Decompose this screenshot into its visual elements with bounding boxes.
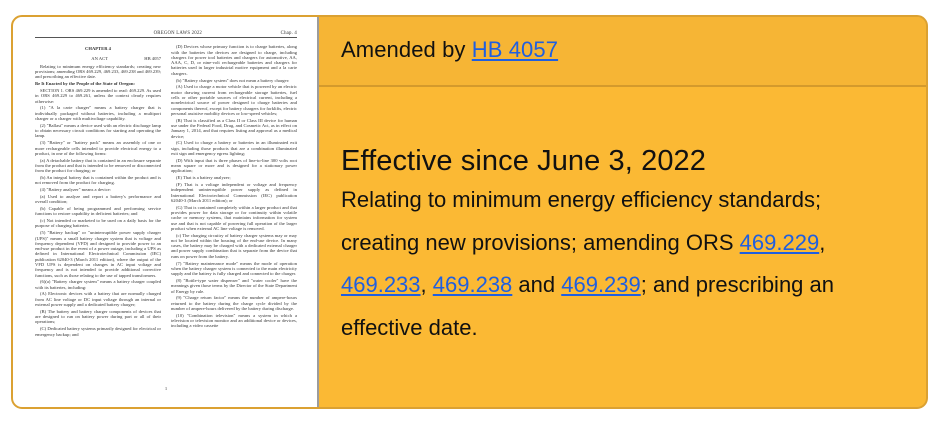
- page-paragraph: (E) That is a battery analyzer;: [176, 175, 231, 181]
- separator: ,: [819, 229, 826, 255]
- ors-link-469-229[interactable]: 469.229: [739, 229, 820, 255]
- page-paragraph: (10) "Combination television" means a system in which a television or television monitor and an additional device or devices, including a video cassette: [171, 312, 297, 329]
- page-paragraph: (A) Used to charge a motor vehicle that is powered by an electric motor drawing current from rechargeable storage batteries, fuel cells or other portable sources of electrical current, including a nonelectrical source of power designed to charge batteries and components thereof, except for battery chargers for forklifts, electric personal assistive mobility devices or low-speed vehicles;: [171, 84, 297, 116]
- page-header-chapter: Chap. 4: [280, 31, 297, 36]
- chapter-heading: CHAPTER 4: [85, 46, 111, 52]
- page-paragraph: (6)(a) "Battery charger system" means a battery charger coupled with its batteries, including:: [35, 279, 161, 290]
- page-paragraph: (A) Electronic devices with a battery that are normally charged from AC line voltage or DC input voltage through an internal or external power supply and a dedicated battery charger;: [35, 291, 161, 308]
- page-paragraph: (3) "Battery" or "battery pack" means an assembly of one or more rechargeable cells intended to provide electrical energy to a product, in one of the following forms:: [35, 140, 161, 156]
- page-paragraph: (C) Dedicated battery systems primarily designed for electrical or emergency backup; and: [35, 326, 161, 337]
- page-paragraph: (C) Used to charge a battery or batteries in an illuminated exit sign, including those products that are a combination illuminated exit sign and emergency egress lighting;: [171, 140, 297, 156]
- ors-link-469-239[interactable]: 469.239: [561, 272, 641, 297]
- page-columns: [35, 44, 297, 338]
- effective-date-title: Effective since June 3, 2022: [341, 145, 707, 177]
- page-paragraph: (G) That is contained completely within a larger product and that provides power for data storage or for continuity within volatile cache or memory systems, that maintains information for system use and that is not capable of powering full operation of the larger product when external AC line voltage is removed.: [171, 204, 297, 231]
- effective-section: [319, 87, 926, 407]
- document-page-preview: [35, 31, 297, 391]
- page-paragraph: (F) That is a voltage independent or voltage and frequency independent uninterruptible power supply as defined in International Electrotechnical Commission (IEC) publication 62040-3 (March 2011 edition); or: [171, 181, 297, 203]
- ors-link-469-233[interactable]: 469.233: [341, 272, 421, 297]
- page-number: 1: [164, 385, 168, 391]
- law-summary-card: [11, 15, 928, 409]
- page-paragraph: (c) Not intended or marketed to be used on a daily basis for the purpose of charging batteries.: [35, 218, 161, 229]
- document-thumbnail[interactable]: [13, 17, 319, 407]
- page-paragraph: (b) An integral battery that is contained within the product and is not removed from the product for charging.: [35, 175, 161, 186]
- ors-link-469-238[interactable]: 469.238: [432, 272, 513, 297]
- page-paragraph: (4) "Battery analyzer" means a device:: [40, 187, 111, 193]
- page-paragraph: (B) The battery and battery charger components of devices that are designed to run on battery power during part or all of their operations;: [35, 308, 161, 325]
- page-paragraph: (B) That is classified as a Class II or Class III device for human use under the Federal Food, Drug, and Cosmetic Act, as in effect on January 1, 2014, and that requires listing and approval as a medical device;: [171, 117, 297, 139]
- separator: and: [512, 272, 562, 297]
- description-text: Relating to minimum energy efficiency standards; creating new provisions; amending ORS: [341, 187, 822, 255]
- page-paragraph: (a) A detachable battery that is contained in an enclosure separate from the product and that is intended to be removed or disconnected from the product for charging; or: [35, 157, 161, 174]
- page-paragraph: SECTION 1. ORS 469.229 is amended to read: 469.229. As used in ORS 469.229 to 469.261, unless the context clearly requires otherwise:: [35, 88, 161, 104]
- page-running-header: [35, 31, 297, 38]
- amendment-header: [319, 17, 926, 87]
- page-paragraph: (c) The charging circuitry of battery charger systems may or may not be located within the housing of the end-use device. In many cases, the battery may be charged with a dedicated external charger and power supply combination that is separate from the device that runs on power from the battery.: [171, 232, 297, 259]
- page-paragraph: (b) "Battery charger system" does not mean a battery charger:: [176, 77, 290, 83]
- page-left-column: [35, 44, 161, 338]
- page-paragraph: (9) "Charge return factor" means the number of ampere-hours returned to the battery during the charge cycle divided by the number of ampere-hours delivered by the battery during discharge.: [171, 295, 297, 311]
- page-paragraph: (5) "Battery backup" or "uninterruptible power supply charger (UPS)" means a small battery charger system that is voltage and frequency dependent (VFD) and designed to provide power to an end-use product in the event of a power outage, including a UPS as defined in International Electrotechnical Commission (IEC) publication 62040-3 (March 2011 edition), where the output of the VFD UPS is dependent on changes in AC input voltage and frequency and is not intended to provide additional corrective functions, such as those relating to the use of tapped transformers.: [35, 230, 161, 278]
- page-paragraph: (a) Used to analyze and report a battery's performance and overall condition;: [35, 193, 161, 205]
- page-paragraph: (7) "Battery maintenance mode" means the mode of operation when the battery charger system is connected to the main electricity supply and the battery is fully charged and connected to the charger.: [171, 260, 297, 277]
- page-paragraph: (D) Devices whose primary function is to charge batteries, along with the batteries the devices are designed to charge, including chargers for power tool batteries and chargers for automotive, AA, AAA, C, D, or nine-volt rechargeable batteries and chargers for batteries used in larger industrial motive equipment and a la carte chargers.: [171, 44, 297, 76]
- page-paragraph: Be It Enacted by the People of the State of Oregon:: [35, 81, 135, 87]
- page-paragraph: (1) "A la carte charger" means a battery charger that is individually packaged without batteries, including a multiport charger or a charger with multivoltage capability.: [35, 105, 161, 122]
- an-act-line: [35, 56, 161, 61]
- bill-ref: HB 4057: [144, 55, 161, 61]
- separator: ,: [420, 272, 433, 297]
- an-act-label: AN ACT: [91, 55, 108, 61]
- page-header-title: OREGON LAWS 2022: [153, 31, 203, 36]
- page-paragraph: Relating to minimum energy efficiency standards; creating new provisions; amending ORS 469.229, 469.233, 469.238 and 469.239; and prescribing an effective date.: [35, 63, 161, 80]
- page-paragraph: (b) Capable of being programmed and performing service functions to restore capability in deficient batteries; and: [35, 206, 161, 217]
- page-paragraph: (8) "Bottle-type water dispenser" and "water cooler" have the meanings given those terms by the Director of the State Department of Energy by rule.: [171, 277, 297, 294]
- amended-by-label: Amended by: [341, 37, 472, 62]
- page-paragraph: (D) With input that is three phases of line-to-line 300 volts root mean square or more and is designed for a stationary power application;: [171, 157, 297, 174]
- page-right-column: [171, 44, 297, 338]
- law-description: [341, 179, 901, 349]
- description-text-end: ; and prescribing an effective date.: [341, 272, 834, 340]
- bill-link-hb-4057[interactable]: HB 4057: [471, 37, 559, 62]
- page-paragraph: (2) "Ballast" means a device used with an electric discharge lamp to obtain necessary circuit conditions for starting and operating the lamp.: [35, 122, 161, 139]
- amended-by-line: [341, 37, 558, 63]
